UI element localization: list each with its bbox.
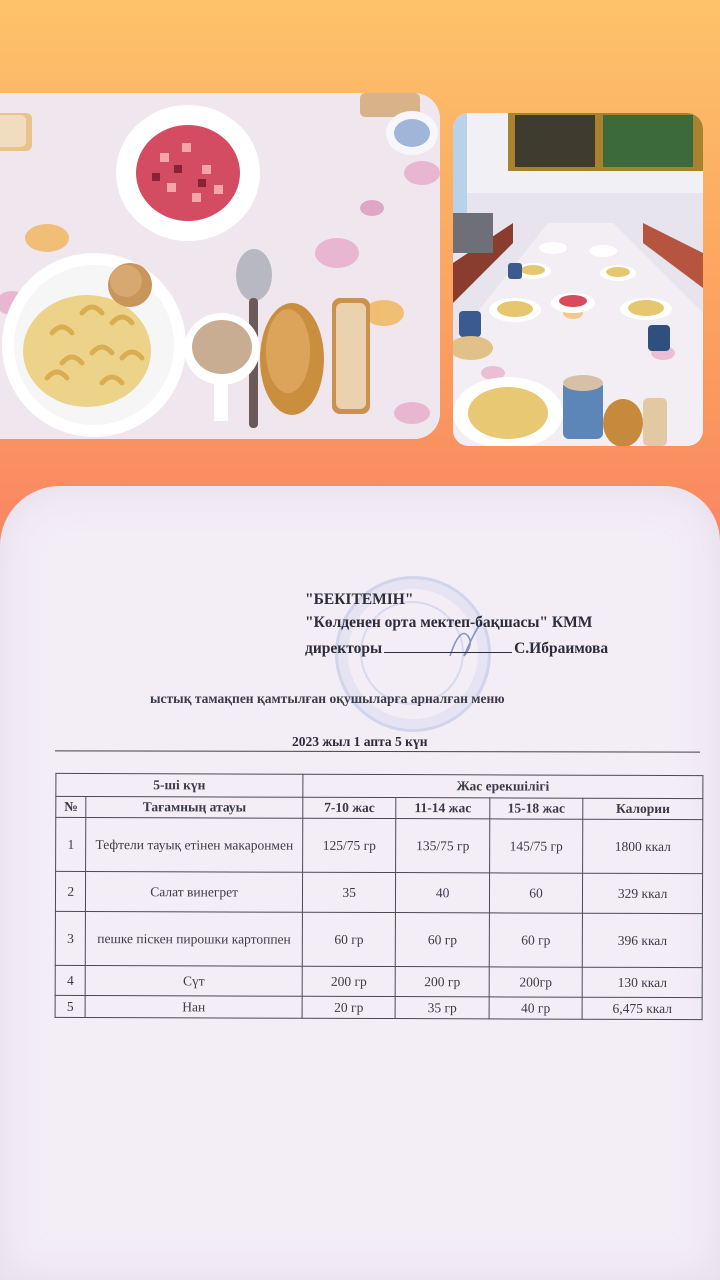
column-header: 11-14 жас xyxy=(396,798,490,819)
portion-7-10: 200 гр xyxy=(302,966,396,996)
portion-11-14: 135/75 гр xyxy=(396,819,490,873)
portion-15-18: 60 xyxy=(489,873,583,913)
approve-title: "БЕКІТЕМІН" xyxy=(305,591,414,608)
portion-11-14: 40 xyxy=(396,873,490,913)
table-row xyxy=(55,965,702,997)
table-row xyxy=(55,871,702,913)
dish-name: пешке піскен пирошки картоппен xyxy=(86,911,303,966)
portion-15-18: 200гр xyxy=(489,967,583,997)
portion-15-18: 60 гр xyxy=(489,913,583,967)
calories: 6,475 ккал xyxy=(582,997,702,1019)
column-header: Тағамның атауы xyxy=(86,796,303,818)
column-header: 15-18 жас xyxy=(490,798,584,819)
director-label: директоры xyxy=(305,640,383,657)
table-row xyxy=(56,817,703,873)
column-header: № xyxy=(56,796,86,817)
dish-name: Салат винегрет xyxy=(86,871,303,912)
director-name: С.Ибраимова xyxy=(514,640,609,657)
row-number: 5 xyxy=(55,995,85,1017)
approve-organization: "Көлденен орта мектеп-бақшасы" КММ xyxy=(305,614,593,631)
calories: 329 ккал xyxy=(583,873,703,913)
portion-11-14: 60 гр xyxy=(396,913,490,967)
column-header: 7-10 жас xyxy=(303,797,397,818)
calories: 1800 ккал xyxy=(583,819,703,873)
portion-15-18: 145/75 гр xyxy=(489,819,583,873)
meal-photo xyxy=(0,93,440,439)
menu-table xyxy=(55,773,704,1020)
portion-11-14: 200 гр xyxy=(396,967,490,997)
table-header-row-2 xyxy=(56,796,703,819)
dish-name: Тефтели тауық етінен макаронмен xyxy=(86,817,303,872)
portion-7-10: 125/75 гр xyxy=(303,818,397,872)
approve-director xyxy=(305,640,608,658)
portion-11-14: 35 гр xyxy=(395,997,489,1019)
row-number: 3 xyxy=(55,911,86,965)
day-label: 5-ші күн xyxy=(56,773,303,797)
calories: 396 ккал xyxy=(583,913,703,967)
age-group-label: Жас ерекшілігі xyxy=(303,774,703,798)
dining-hall-photo xyxy=(453,113,703,446)
column-header: Калории xyxy=(583,798,703,819)
table-row xyxy=(55,995,702,1019)
menu-document xyxy=(0,486,720,1280)
table-header-row-1 xyxy=(56,773,703,798)
dish-name: Сүт xyxy=(86,965,303,996)
row-number: 4 xyxy=(55,965,86,995)
dish-name: Нан xyxy=(85,995,302,1018)
portion-7-10: 20 гр xyxy=(302,996,396,1018)
calories: 130 ккал xyxy=(582,967,702,997)
portion-7-10: 35 xyxy=(302,872,396,912)
signature-line xyxy=(384,652,512,653)
portion-7-10: 60 гр xyxy=(302,912,396,966)
meal-photo-illustration xyxy=(0,93,440,439)
row-number: 2 xyxy=(55,871,86,911)
table-row xyxy=(55,911,702,967)
row-number: 1 xyxy=(56,817,87,871)
menu-date: 2023 жыл 1 апта 5 күн xyxy=(292,734,428,749)
dining-hall-illustration xyxy=(453,113,703,446)
menu-title: ыстық тамақпен қамтылған оқушыларға арналған меню xyxy=(150,691,505,706)
divider xyxy=(55,750,700,752)
portion-15-18: 40 гр xyxy=(489,997,583,1019)
